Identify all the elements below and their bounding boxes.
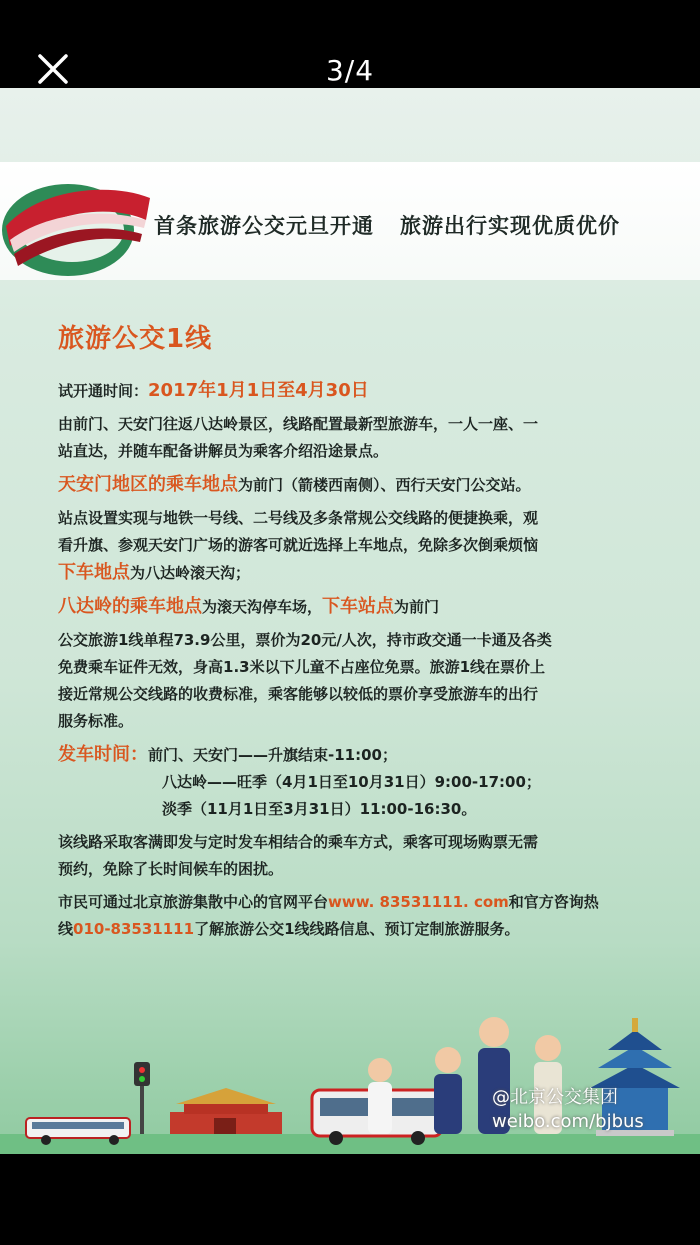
fare-line-4: 服务标准。 <box>58 712 134 730</box>
schedule-line-3: 淡季（11月1日至3月31日）11:00-16:30。 <box>162 800 477 818</box>
schedule-line-2: 八达岭——旺季（4月1日至10月31日）9:00-17:00； <box>162 773 541 791</box>
fare-line-1: 公交旅游1线单程73.9公里，票价为20元/人次，持市政交通一卡通及各类 <box>58 631 552 649</box>
poster-image <box>0 88 700 1154</box>
tiananmen-gate-icon <box>170 1088 282 1134</box>
watermark-line-1: @北京公交集团 <box>492 1087 618 1108</box>
dropoff-text: 为八达岭滚天沟； <box>130 564 251 582</box>
headline-part-1: 首条旅游公交元旦开通 <box>154 214 374 238</box>
badaling-dropoff-label: 下车站点 <box>322 596 395 617</box>
tiananmen-pickup <box>58 471 658 499</box>
dropoff <box>58 559 658 587</box>
contact-text-3: 线 <box>58 920 74 938</box>
trial-period <box>58 377 658 405</box>
poster-content <box>58 318 658 943</box>
watermark-line-2: weibo.com/bjbus <box>492 1111 644 1132</box>
badaling-pickup-label: 八达岭的乘车地点 <box>58 596 202 617</box>
viewer-bottom-bar <box>0 1154 700 1245</box>
contact-line-1 <box>58 889 658 916</box>
schedule-line-1: 前门、天安门——升旗结束-11:00； <box>148 746 397 764</box>
contact-text-1: 市民可通过北京旅游集散中心的官网平台 <box>58 893 329 911</box>
fare-line-2: 免费乘车证件无效，身高1.3米以下儿童不占座位免票。旅游1线在票价上 <box>58 658 546 676</box>
transfer-line-1: 站点设置实现与地铁一号线、二号线及多条常规公交线路的便捷换乘，观 <box>58 509 539 527</box>
badaling-pickup <box>58 593 658 621</box>
mode-line-1: 该线路采取客满即发与定时发车相结合的乘车方式，乘客可现场购票无需 <box>58 833 539 851</box>
mode-line-2: 预约，免除了长时间候车的困扰。 <box>58 860 284 878</box>
image-counter: 3/4 <box>325 54 375 87</box>
fare-line-3: 接近常规公交线路的收费标准，乘客能够以较低的票价享受旅游车的出行 <box>58 685 539 703</box>
tour-bus-logo-icon <box>0 168 150 280</box>
headline-part-2: 旅游出行实现优质优价 <box>400 214 620 238</box>
contact-phone: 010-83531111 <box>73 920 195 938</box>
contact-text-4: 了解旅游公交1线线路信息、预订定制旅游服务。 <box>194 920 520 938</box>
traffic-light-icon <box>134 1062 150 1134</box>
schedule-row-1 <box>58 741 658 769</box>
badaling-pickup-text: 为滚天沟停车场， <box>202 598 323 616</box>
tiananmen-pickup-label: 天安门地区的乘车地点 <box>58 474 238 495</box>
viewer-top-bar <box>0 0 700 88</box>
contact-line-2 <box>58 916 658 943</box>
dropoff-label: 下车地点 <box>58 562 130 583</box>
schedule-label: 发车时间： <box>58 744 148 765</box>
intro-line-1: 由前门、天安门往返八达岭景区，线路配置最新型旅游车，一人一座、一 <box>58 415 539 433</box>
tiananmen-pickup-text: 为前门（箭楼西南侧）、西行天安门公交站。 <box>238 476 531 494</box>
intro-line-2: 站直达，并随车配备讲解员为乘客介绍沿途景点。 <box>58 442 389 460</box>
contact-text-2: 和官方咨询热 <box>508 893 599 911</box>
weibo-watermark <box>492 1086 644 1134</box>
contact-url: www. 83531111. com <box>328 893 509 911</box>
trial-label: 试开通时间： <box>58 382 149 400</box>
badaling-dropoff-text: 为前门 <box>394 598 440 616</box>
transfer-line-2: 看升旗、参观天安门广场的游客可就近选择上车地点，免除多次倒乘烦恼 <box>58 536 539 554</box>
route-title: 旅游公交1线 <box>58 324 213 354</box>
trial-dates: 2017年1月1日至4月30日 <box>148 380 369 401</box>
headline <box>154 210 620 240</box>
